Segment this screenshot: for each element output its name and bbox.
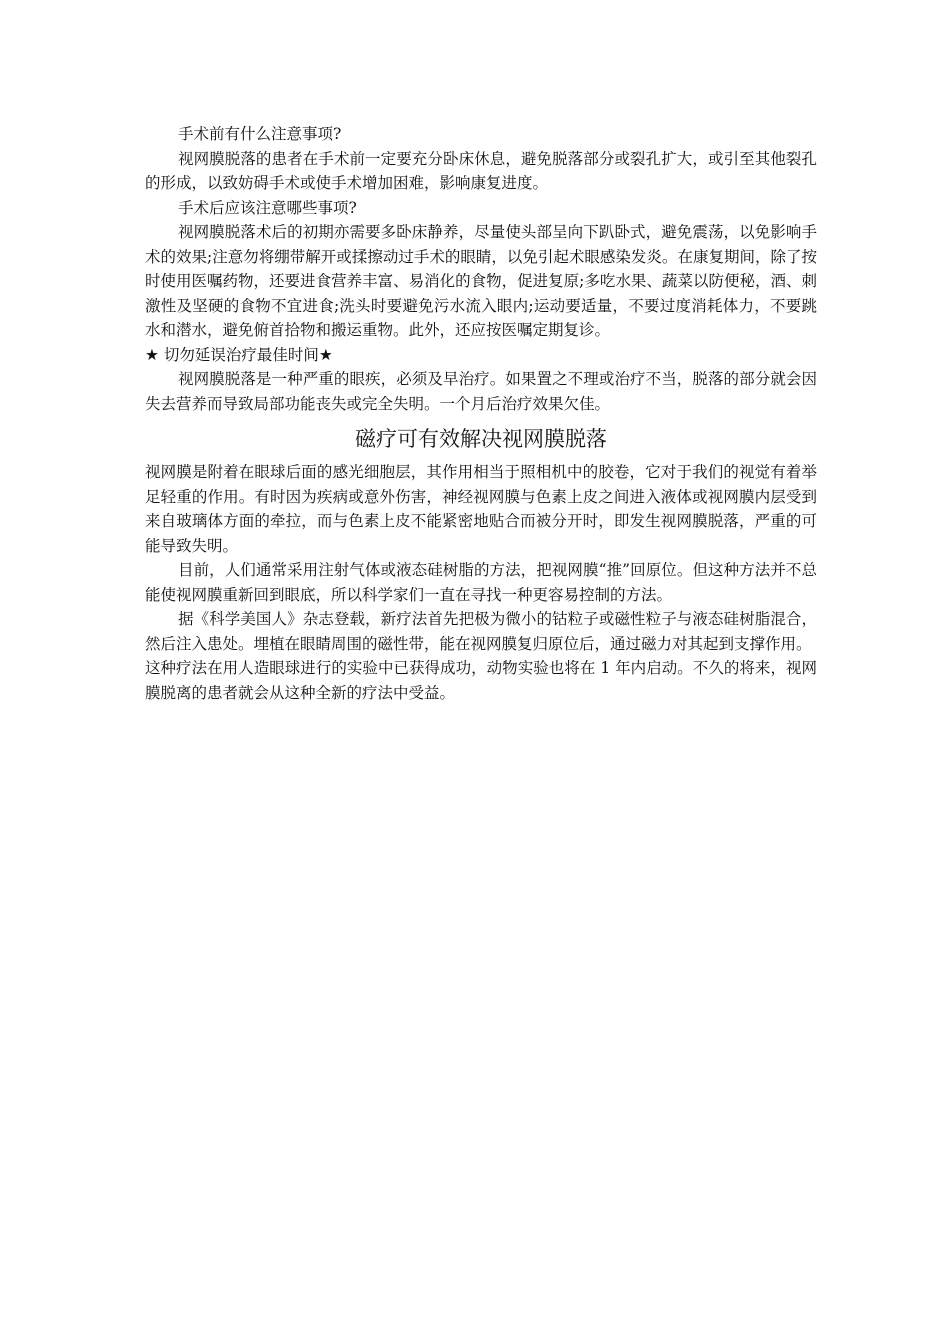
star-icon: ★ — [145, 345, 159, 364]
experiment-paragraph: 这种疗法在用人造眼球进行的实验中已获得成功，动物实验也将在 1 年内启动。不久的将来，视网膜脱离的患者就会从这种全新的疗法中受益。 — [145, 659, 817, 702]
answer-after-surgery: 视网膜脱落术后的初期亦需要多卧床静养，尽量使头部呈向下趴卧式，避免震荡，以免影响手术的效果;注意勿将绷带解开或揉擦动过手术的眼睛，以免引起术眼感染发炎。在康复期间，除了按时使用医嘱药物，还要进食营养丰富、易消化的食物，促进复原;多吃水果、蔬菜以防便秘，酒、刺激性及坚硬的食物不宜进食;洗头时要避免污水流入眼内;运动要适量，不要过度消耗体力，不要跳水和潜水，避免俯首拾物和搬运重物。此外，还应按医嘱定期复诊。 — [145, 223, 817, 339]
document-content — [145, 122, 817, 705]
section-title: 磁疗可有效解决视网膜脱落 — [355, 427, 607, 451]
answer-before-surgery: 视网膜脱落的患者在手术前一定要充分卧床休息，避免脱落部分或裂孔扩大，或引至其他裂孔的形成，以致妨碍手术或使手术增加困难，影响康复进度。 — [145, 149, 817, 192]
current-method-paragraph: 目前，人们通常采用注射气体或液态硅树脂的方法，把视网膜“推”回原位。但这种方法并不总能使视网膜重新回到眼底，所以科学家们一直在寻找一种更容易控制的方法。 — [145, 561, 817, 604]
urgent-treatment-paragraph: 视网膜脱落是一种严重的眼疾，必须及早治疗。如果置之不理或治疗不当，脱落的部分就会因失去营养而导致局部功能丧失或完全失明。一个月后治疗效果欠佳。 — [145, 370, 817, 413]
new-therapy-paragraph: 据《科学美国人》杂志登载，新疗法首先把极为微小的钴粒子或磁性粒子与液态硅树脂混合，然后注入患处。埋植在眼睛周围的磁性带，能在视网膜复归原位后，通过磁力对其起到支撑作用。 — [145, 610, 817, 653]
urgent-treatment-text: 切勿延误治疗最佳时间 — [163, 345, 319, 364]
question-before-surgery: 手术前有什么注意事项? — [178, 125, 342, 143]
urgent-treatment-heading — [145, 343, 817, 368]
star-icon: ★ — [318, 345, 333, 364]
question-after-surgery: 手术后应该注意哪些事项? — [178, 198, 357, 217]
retina-intro-paragraph: 视网膜是附着在眼球后面的感光细胞层，其作用相当于照相机中的胶卷，它对于我们的视觉有着举足轻重的作用。有时因为疾病或意外伤害，神经视网膜与色素上皮之间进入液体或视网膜内层受到来自玻璃体方面的牵拉，而与色素上皮不能紧密地贴合而被分开时，即发生视网膜脱落，严重的可能导致失明。 — [145, 463, 817, 555]
